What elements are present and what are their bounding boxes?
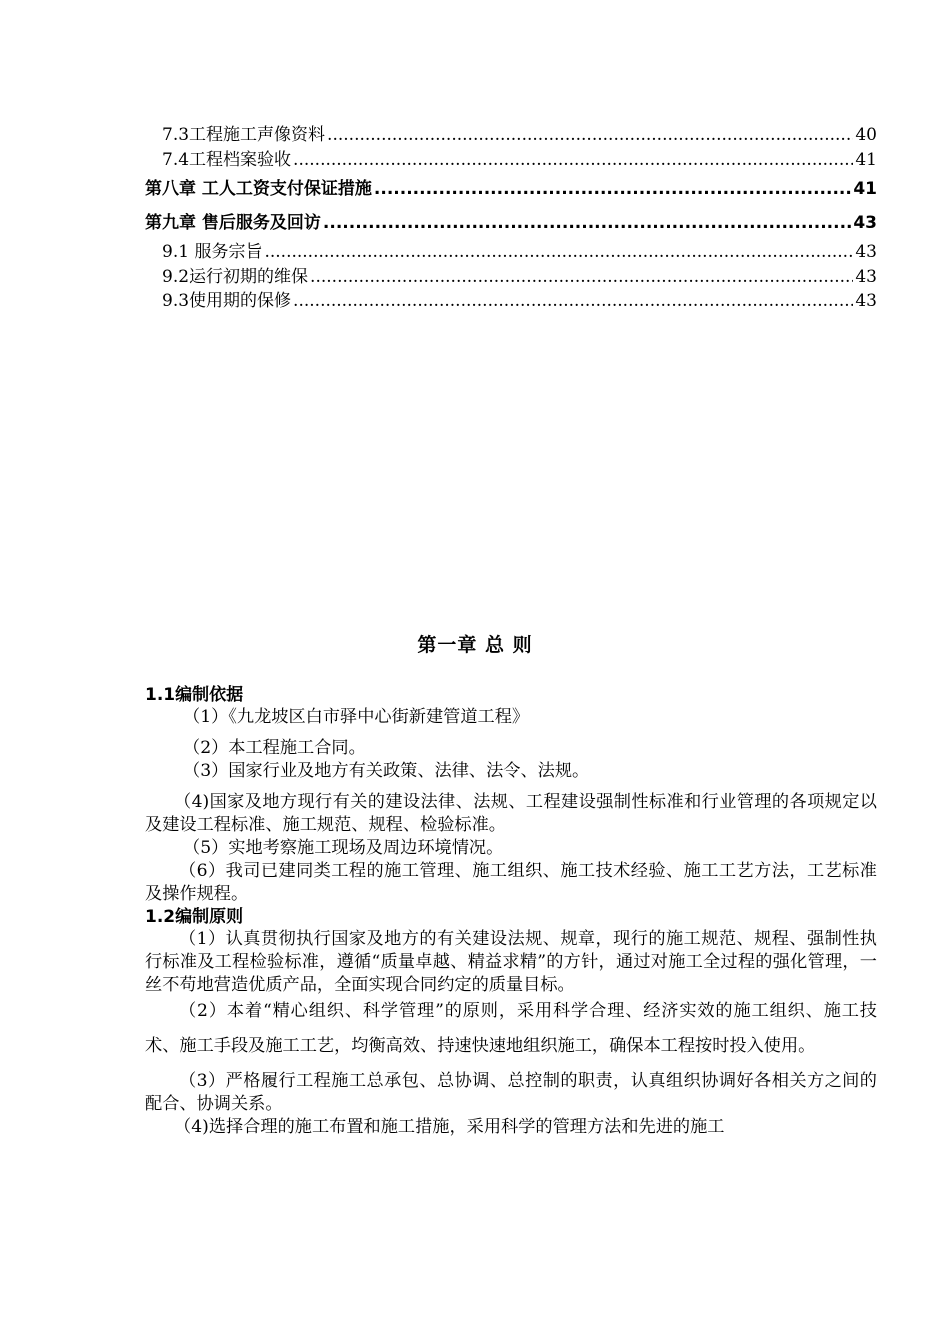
toc-leader-dots — [293, 289, 853, 313]
paragraph: （5）实地考察施工现场及周边环境情况。 — [183, 838, 504, 858]
paragraph: （4)选择合理的施工布置和施工措施，采用科学的管理方法和先进的施工 — [174, 1117, 725, 1137]
toc-entry-9-3[interactable] — [145, 289, 877, 314]
toc-entry-label: 7.3工程施工声像资料 — [162, 125, 326, 145]
toc-leader-dots — [327, 123, 853, 147]
toc-entry-page: 41 — [855, 149, 877, 170]
document-body — [145, 684, 877, 1139]
toc-entry-label: 9.2运行初期的维保 — [162, 266, 309, 287]
toc-entry-page: 43 — [855, 266, 877, 287]
section-heading: 1.2编制原则 — [145, 907, 244, 927]
toc-entry-label: 第八章 工人工资支付保证措施 — [145, 179, 372, 199]
toc-leader-dots — [323, 206, 851, 240]
toc-leader-dots — [374, 172, 851, 206]
toc-entry-page: 41 — [853, 179, 877, 199]
toc-entry-label: 9.3使用期的保修 — [162, 291, 292, 311]
paragraph: （6）我司已建同类工程的施工管理、施工组织、施工技术经验、施工工艺方法，工艺标准及操作规程。 — [145, 861, 877, 904]
paragraph: （2）本工程施工合同。 — [183, 738, 366, 758]
paragraph: （3）国家行业及地方有关政策、法律、法令、法规。 — [183, 761, 590, 781]
toc-entry-label: 7.4工程档案验收 — [162, 149, 292, 170]
section-heading: 1.1编制依据 — [145, 685, 244, 705]
toc-entry-label: 第九章 售后服务及回访 — [145, 213, 321, 233]
table-of-contents — [145, 123, 877, 314]
toc-entry-page: 43 — [855, 291, 877, 311]
toc-entry-9-1[interactable] — [145, 240, 877, 265]
toc-leader-dots — [293, 148, 853, 172]
toc-entry-7-3[interactable] — [145, 123, 877, 148]
toc-entry-page: 43 — [855, 242, 877, 262]
paragraph: （1）认真贯彻执行国家及地方的有关建设法规、规章，现行的施工规范、规程、强制性执行标准及工程检验标准，遵循“质量卓越、精益求精”的方针，通过对施工全过程的强化管理，一丝不苟地营造优质产品，全面实现合同约定的质量目标。 — [145, 929, 877, 995]
chapter-title: 第一章 总 则 — [417, 634, 533, 656]
paragraph: （3）严格履行工程施工总承包、总协调、总控制的职责，认真组织协调好各相关方之间的配合、协调关系。 — [145, 1071, 877, 1114]
toc-entry-page: 40 — [855, 125, 877, 145]
paragraph: （1）《九龙坡区白市驿中心街新建管道工程》 — [183, 707, 530, 727]
toc-leader-dots — [310, 265, 853, 289]
toc-entry-chapter-9[interactable] — [145, 206, 877, 240]
toc-entry-page: 43 — [853, 213, 877, 233]
paragraph: （2）本着“精心组织、科学管理”的原则，采用科学合理、经济实效的施工组织、施工技术、施工手段及施工工艺，均衡高效、持速快速地组织施工，确保本工程按时投入使用。 — [145, 1001, 877, 1056]
toc-entry-9-2[interactable] — [145, 265, 877, 290]
toc-entry-chapter-8[interactable] — [145, 172, 877, 206]
toc-entry-label: 9.1 服务宗旨 — [162, 242, 263, 262]
toc-entry-7-4[interactable] — [145, 148, 877, 173]
toc-leader-dots — [264, 240, 853, 264]
paragraph: （4)国家及地方现行有关的建设法律、法规、工程建设强制性标准和行业管理的各项规定以及建设工程标准、施工规范、规程、检验标准。 — [145, 792, 877, 835]
